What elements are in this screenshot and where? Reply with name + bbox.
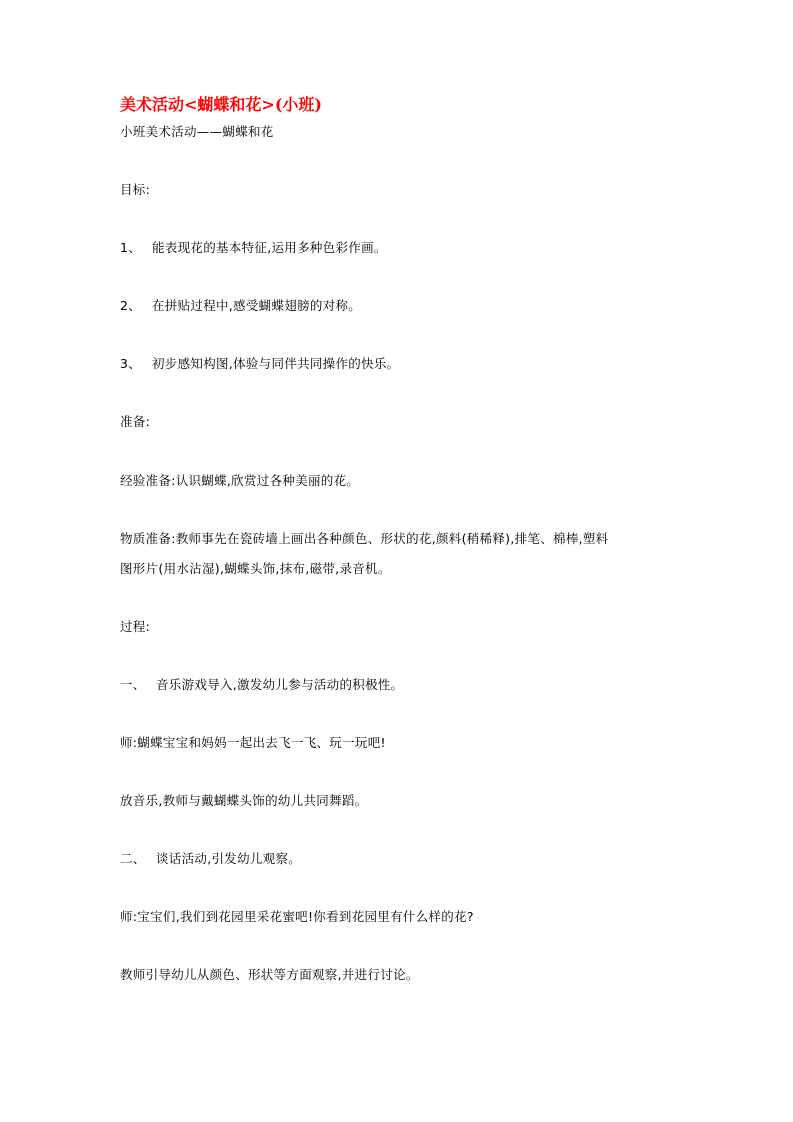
- step-number: 一、: [120, 677, 146, 692]
- step-item-2: [120, 851, 301, 867]
- prep-heading: 准备:: [120, 414, 151, 429]
- step2-action-line: 教师引导幼儿从颜色、形状等方面观察,并进行讨论。: [120, 967, 419, 982]
- goal-text: 能表现花的基本特征,运用多种色彩作画。: [152, 240, 387, 255]
- goal-item-2: [120, 298, 361, 314]
- goal-number: 1、: [120, 240, 142, 255]
- step1-action-line: 放音乐,教师与戴蝴蝶头饰的幼儿共同舞蹈。: [120, 793, 368, 808]
- step-text: 音乐游戏导入,激发幼儿参与活动的积极性。: [156, 677, 404, 692]
- step-item-1: [120, 677, 403, 693]
- step1-teacher-line: 师:蝴蝶宝宝和妈妈一起出去飞一飞、玩一玩吧!: [120, 735, 386, 750]
- goal-text: 初步感知构图,体验与同伴共同操作的快乐。: [152, 356, 400, 371]
- step-text: 谈话活动,引发幼儿观察。: [156, 851, 302, 866]
- goal-number: 2、: [120, 298, 142, 313]
- prep-experience: 经验准备:认识蝴蝶,欣赏过各种美丽的花。: [120, 473, 360, 488]
- process-heading: 过程:: [120, 619, 151, 634]
- prep-material-line-2: 图形片(用水沾湿),蝴蝶头饰,抹布,磁带,录音机。: [120, 561, 391, 576]
- goal-item-3: [120, 356, 399, 372]
- step-number: 二、: [120, 851, 146, 866]
- goal-item-1: [120, 240, 387, 256]
- subtitle: 小班美术活动——蝴蝶和花: [120, 124, 274, 139]
- goal-number: 3、: [120, 356, 142, 371]
- prep-material-line-1: 物质准备:教师事先在瓷砖墙上画出各种颜色、形状的花,颜料(稍稀释),排笔、棉棒,塑料: [120, 531, 609, 546]
- document-title: 美术活动<蝴蝶和花>(小班): [120, 95, 322, 114]
- goal-text: 在拼贴过程中,感受蝴蝶翅膀的对称。: [152, 298, 362, 313]
- step2-teacher-line: 师:宝宝们,我们到花园里采花蜜吧!你看到花园里有什么样的花?: [120, 909, 474, 924]
- goals-heading: 目标:: [120, 182, 151, 197]
